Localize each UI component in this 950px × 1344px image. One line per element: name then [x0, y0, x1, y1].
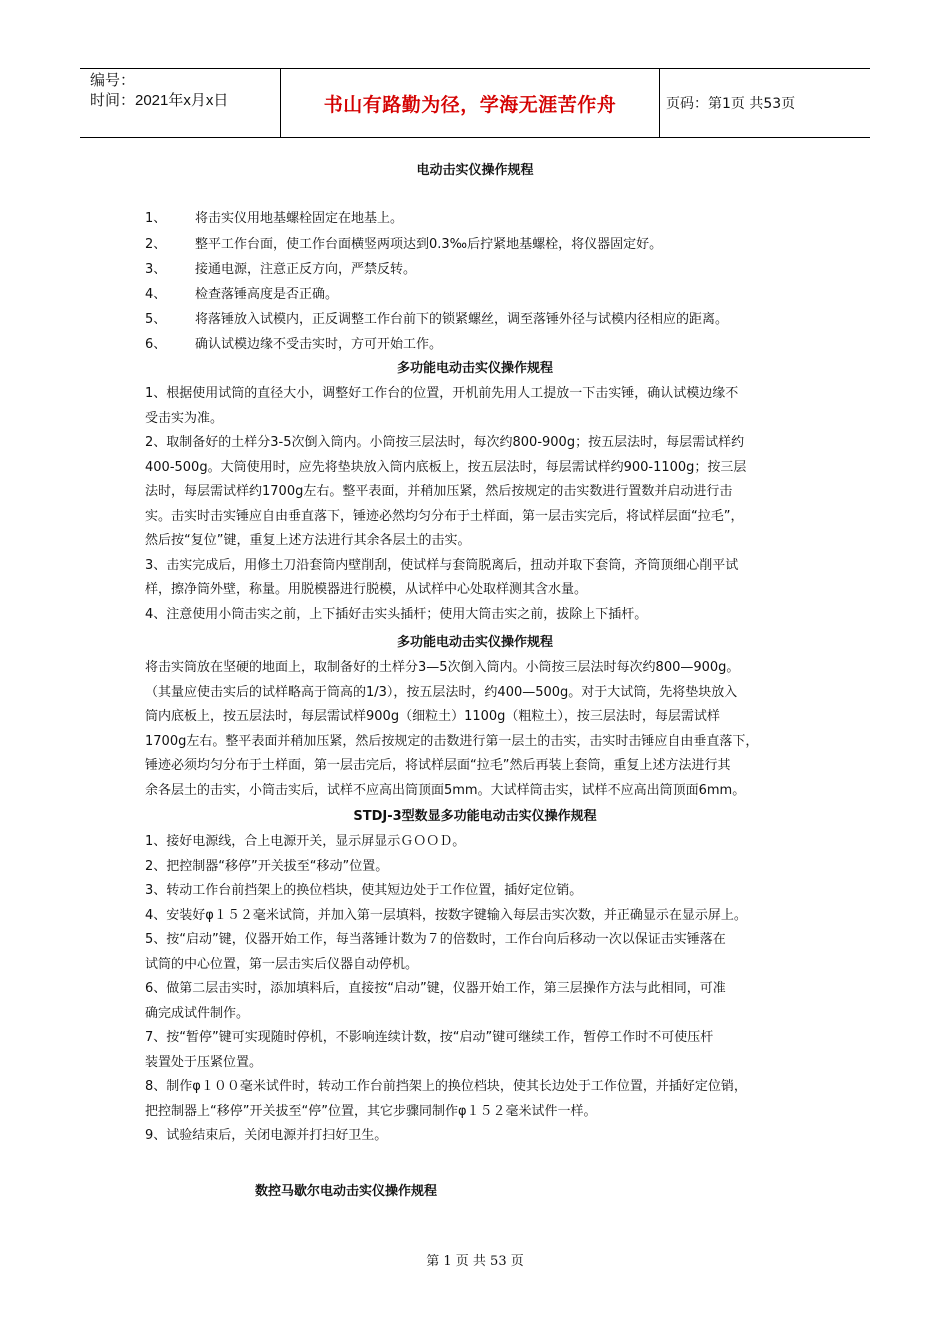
text-line: 5、按“启动”键，仪器开始工作，每当落锤计数为７的倍数时，工作台向后移动一次以保证击实锤落在: [145, 932, 726, 947]
text-line: 样，擦净筒外壁，称量。用脱模器进行脱模，从试样中心处取样测其含水量。: [145, 582, 588, 597]
section-paragraph: [145, 833, 805, 1152]
text-line: （其量应使击实后的试样略高于筒高的1/3），按五层法时，约400—500g。对于大试筒，先将垫块放入: [145, 684, 738, 700]
text-line: 4、注意使用小筒击实之前，上下插好击实头插杆；使用大筒击实之前，拔除上下插杆。: [145, 606, 648, 622]
header-meta: [90, 71, 228, 111]
page-header: [80, 68, 870, 138]
text-line: 400-500g。大筒使用时，应先将垫块放入筒内底板上，按五层法时，每层需试样约900-1100g；按三层: [145, 459, 747, 475]
list-item: 1、 将击实仪用地基螺栓固定在地基上。: [145, 211, 404, 226]
text-line: 把控制器上“移停”开关拔至“停”位置，其它步骤同制作φ１５２毫米试件一样。: [145, 1103, 597, 1119]
page-indicator: 页码：第1页 共53页: [666, 96, 796, 112]
section-paragraph: [145, 659, 805, 806]
list-item: 4、 检查落锤高度是否正确。: [145, 287, 339, 302]
list-item: 6、 确认试模边缘不受击实时，方可开始工作。: [145, 337, 443, 352]
section-title: 多功能电动击实仪操作规程: [396, 361, 553, 376]
section-paragraph: [145, 385, 805, 630]
text-line: 7、按“暂停”键可实现随时停机，不影响连续计数，按“启动”键可继续工作，暂停工作时不可使压杆: [145, 1030, 714, 1045]
text-line: 8、制作φ１００毫米试件时，转动工作台前挡架上的换位档块，使其长边处于工作位置，并插好定位销，: [145, 1079, 747, 1094]
section-title: 电动击实仪操作规程: [416, 163, 534, 178]
list-item: 5、 将落锤放入试模内，正反调整工作台前下的锁紧螺丝，调至落锤外径与试模内径相应的距离。: [145, 312, 729, 327]
text-line: 2、取制备好的土样分3-5次倒入筒内。小筒按三层法时，每次约800-900g；按五层法时，每层需试样约: [145, 435, 745, 450]
text-line: 余各层土的击实，小筒击实后，试样不应高出筒顶面5mm。大试样筒击实，试样不应高出筒顶面6mm。: [145, 782, 746, 798]
motto: 书山有路勤为径，学海无涯苦作舟: [280, 69, 660, 137]
text-line: 试筒的中心位置，第一层击实后仪器自动停机。: [145, 956, 419, 972]
text-line: 锤迹必须均匀分布于土样面，第一层击完后，将试样层面“拉毛”然后再装上套筒，重复上述方法进行其: [145, 758, 731, 773]
list-item: 2、 整平工作台面，使工作台面横竖两项达到0.3‰后拧紧地基螺栓，将仪器固定好。: [145, 237, 663, 252]
text-line: 4、安装好φ１５２毫米试筒，并加入第一层填料，按数字键输入每层击实次数，并正确显示在显示屏上。: [145, 907, 747, 923]
section-title: STDJ-3型数显多功能电动击实仪操作规程: [353, 809, 597, 824]
text-line: 1、根据使用试筒的直径大小，调整好工作台的位置，开机前先用人工提放一下击实锤，确认试模边缘不: [145, 386, 739, 401]
text-line: 确完成试件制作。: [145, 1005, 250, 1021]
number-label: 编号：: [90, 72, 136, 89]
text-line: 装置处于压紧位置。: [145, 1054, 263, 1070]
text-line: 法时，每层需试样约1700g左右。整平表面，并稍加压紧，然后按规定的击实数进行置数并启动进行击: [145, 484, 733, 499]
text-line: 然后按“复位”键，重复上述方法进行其余各层土的击实。: [145, 533, 471, 548]
section-title: 数控马歇尔电动击实仪操作规程: [255, 1184, 438, 1199]
text-line: 将击实筒放在坚硬的地面上，取制备好的土样分3—5次倒入筒内。小筒按三层法时每次约800—900g。: [145, 660, 740, 675]
text-line: 1700g左右。整平表面并稍加压紧，然后按规定的击数进行第一层土的击实，击实时击锤应自由垂直落下，: [145, 733, 759, 749]
text-line: 筒内底板上，按五层法时，每层需试样900g（细粒土）1100g（粗粒土），按三层法时，每层需试样: [145, 709, 720, 724]
date-label: 时间：2021年x月x日: [90, 92, 229, 109]
text-line: 6、做第二层击实时，添加填料后，直接按“启动”键，仪器开始工作，第三层操作方法与此相同，可准: [145, 981, 726, 996]
text-line: 受击实为准。: [145, 410, 224, 426]
list-item: 3、 接通电源，注意正反方向，严禁反转。: [145, 262, 417, 277]
text-line: 1、接好电源线，合上电源开关，显示屏显示ＧＯＯＤ。: [145, 834, 466, 849]
section-title: 多功能电动击实仪操作规程: [396, 635, 553, 650]
text-line: 3、转动工作台前挡架上的换位档块，使其短边处于工作位置，插好定位销。: [145, 883, 583, 898]
text-line: 3、击实完成后，用修土刀沿套筒内壁削刮，使试样与套筒脱离后，扭动并取下套筒，齐筒顶细心削平试: [145, 557, 739, 573]
text-line: 实。击实时击实锤应自由垂直落下，锤迹必然均匀分布于土样面，第一层击实完后，将试样层面“拉毛”，: [145, 508, 744, 524]
text-line: 9、试验结束后，关闭电源并打扫好卫生。: [145, 1128, 388, 1143]
page-footer: 第 1 页 共 53 页: [426, 1254, 524, 1269]
text-line: 2、把控制器“移停”开关拔至“移动”位置。: [145, 858, 389, 874]
